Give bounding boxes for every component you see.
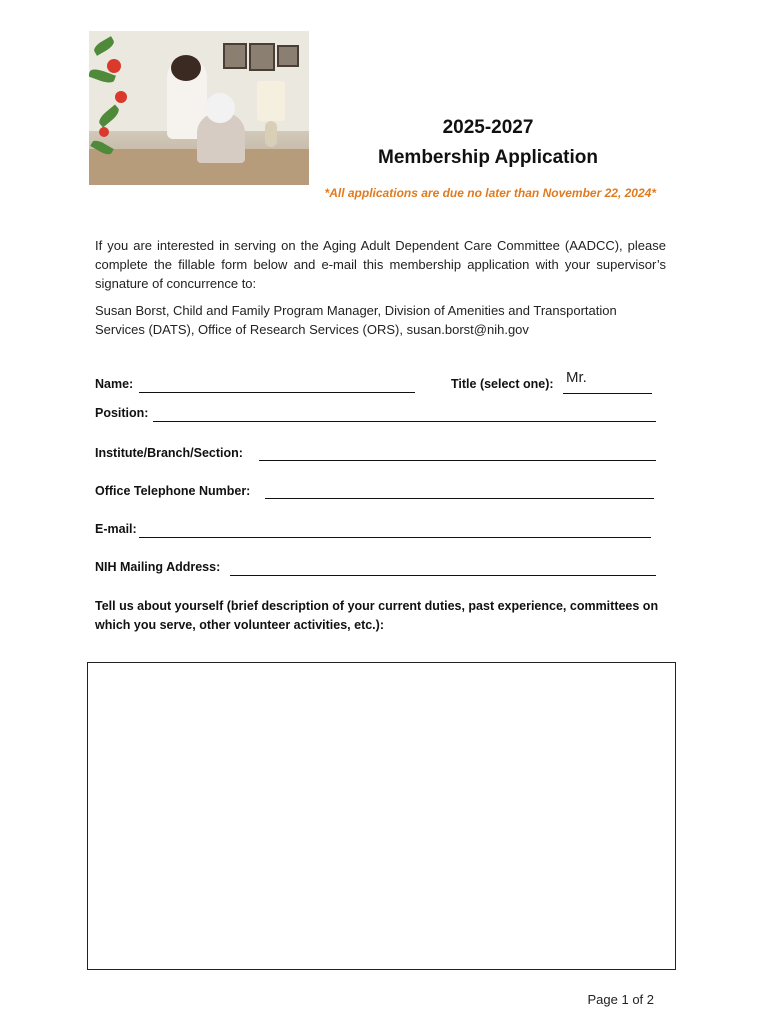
- intro-paragraph: If you are interested in serving on the Aging Adult Dependent Care Committee (AADCC), please complete the fillable form below and e-mail this membership application with your supervisor’s signature of concurrence to:: [95, 238, 666, 291]
- email-field[interactable]: [139, 523, 651, 538]
- phone-field[interactable]: [265, 484, 654, 499]
- year-range: 2025-2027: [442, 117, 534, 138]
- name-label: Name:: [95, 377, 134, 391]
- page-title: Membership Application: [378, 147, 598, 168]
- address-label: NIH Mailing Address:: [95, 560, 221, 574]
- position-field[interactable]: [153, 407, 656, 422]
- title-block: [310, 113, 666, 173]
- phone-label: Office Telephone Number:: [95, 484, 251, 498]
- header-photo: [89, 31, 309, 185]
- about-prompt: Tell us about yourself (brief description of your current duties, past experience, committees on which you serve, other volunteer activities, etc.):: [95, 599, 659, 632]
- email-label: E-mail:: [95, 522, 137, 536]
- about-textarea[interactable]: [87, 662, 676, 970]
- contact-paragraph: Susan Borst, Child and Family Program Manager, Division of Amenities and Transportation Services (DATS), Office of Research Services (ORS), susan.borst@nih.gov: [95, 303, 617, 337]
- position-label: Position:: [95, 406, 149, 420]
- deadline-notice: *All applications are due no later than November 22, 2024*: [324, 186, 656, 200]
- address-field[interactable]: [230, 561, 656, 576]
- title-select-label: Title (select one):: [451, 377, 554, 391]
- name-field[interactable]: [139, 378, 415, 393]
- institute-field[interactable]: [259, 446, 656, 461]
- institute-label: Institute/Branch/Section:: [95, 446, 243, 460]
- page-number: Page 1 of 2: [587, 992, 654, 1007]
- title-selected-value[interactable]: Mr.: [566, 369, 587, 386]
